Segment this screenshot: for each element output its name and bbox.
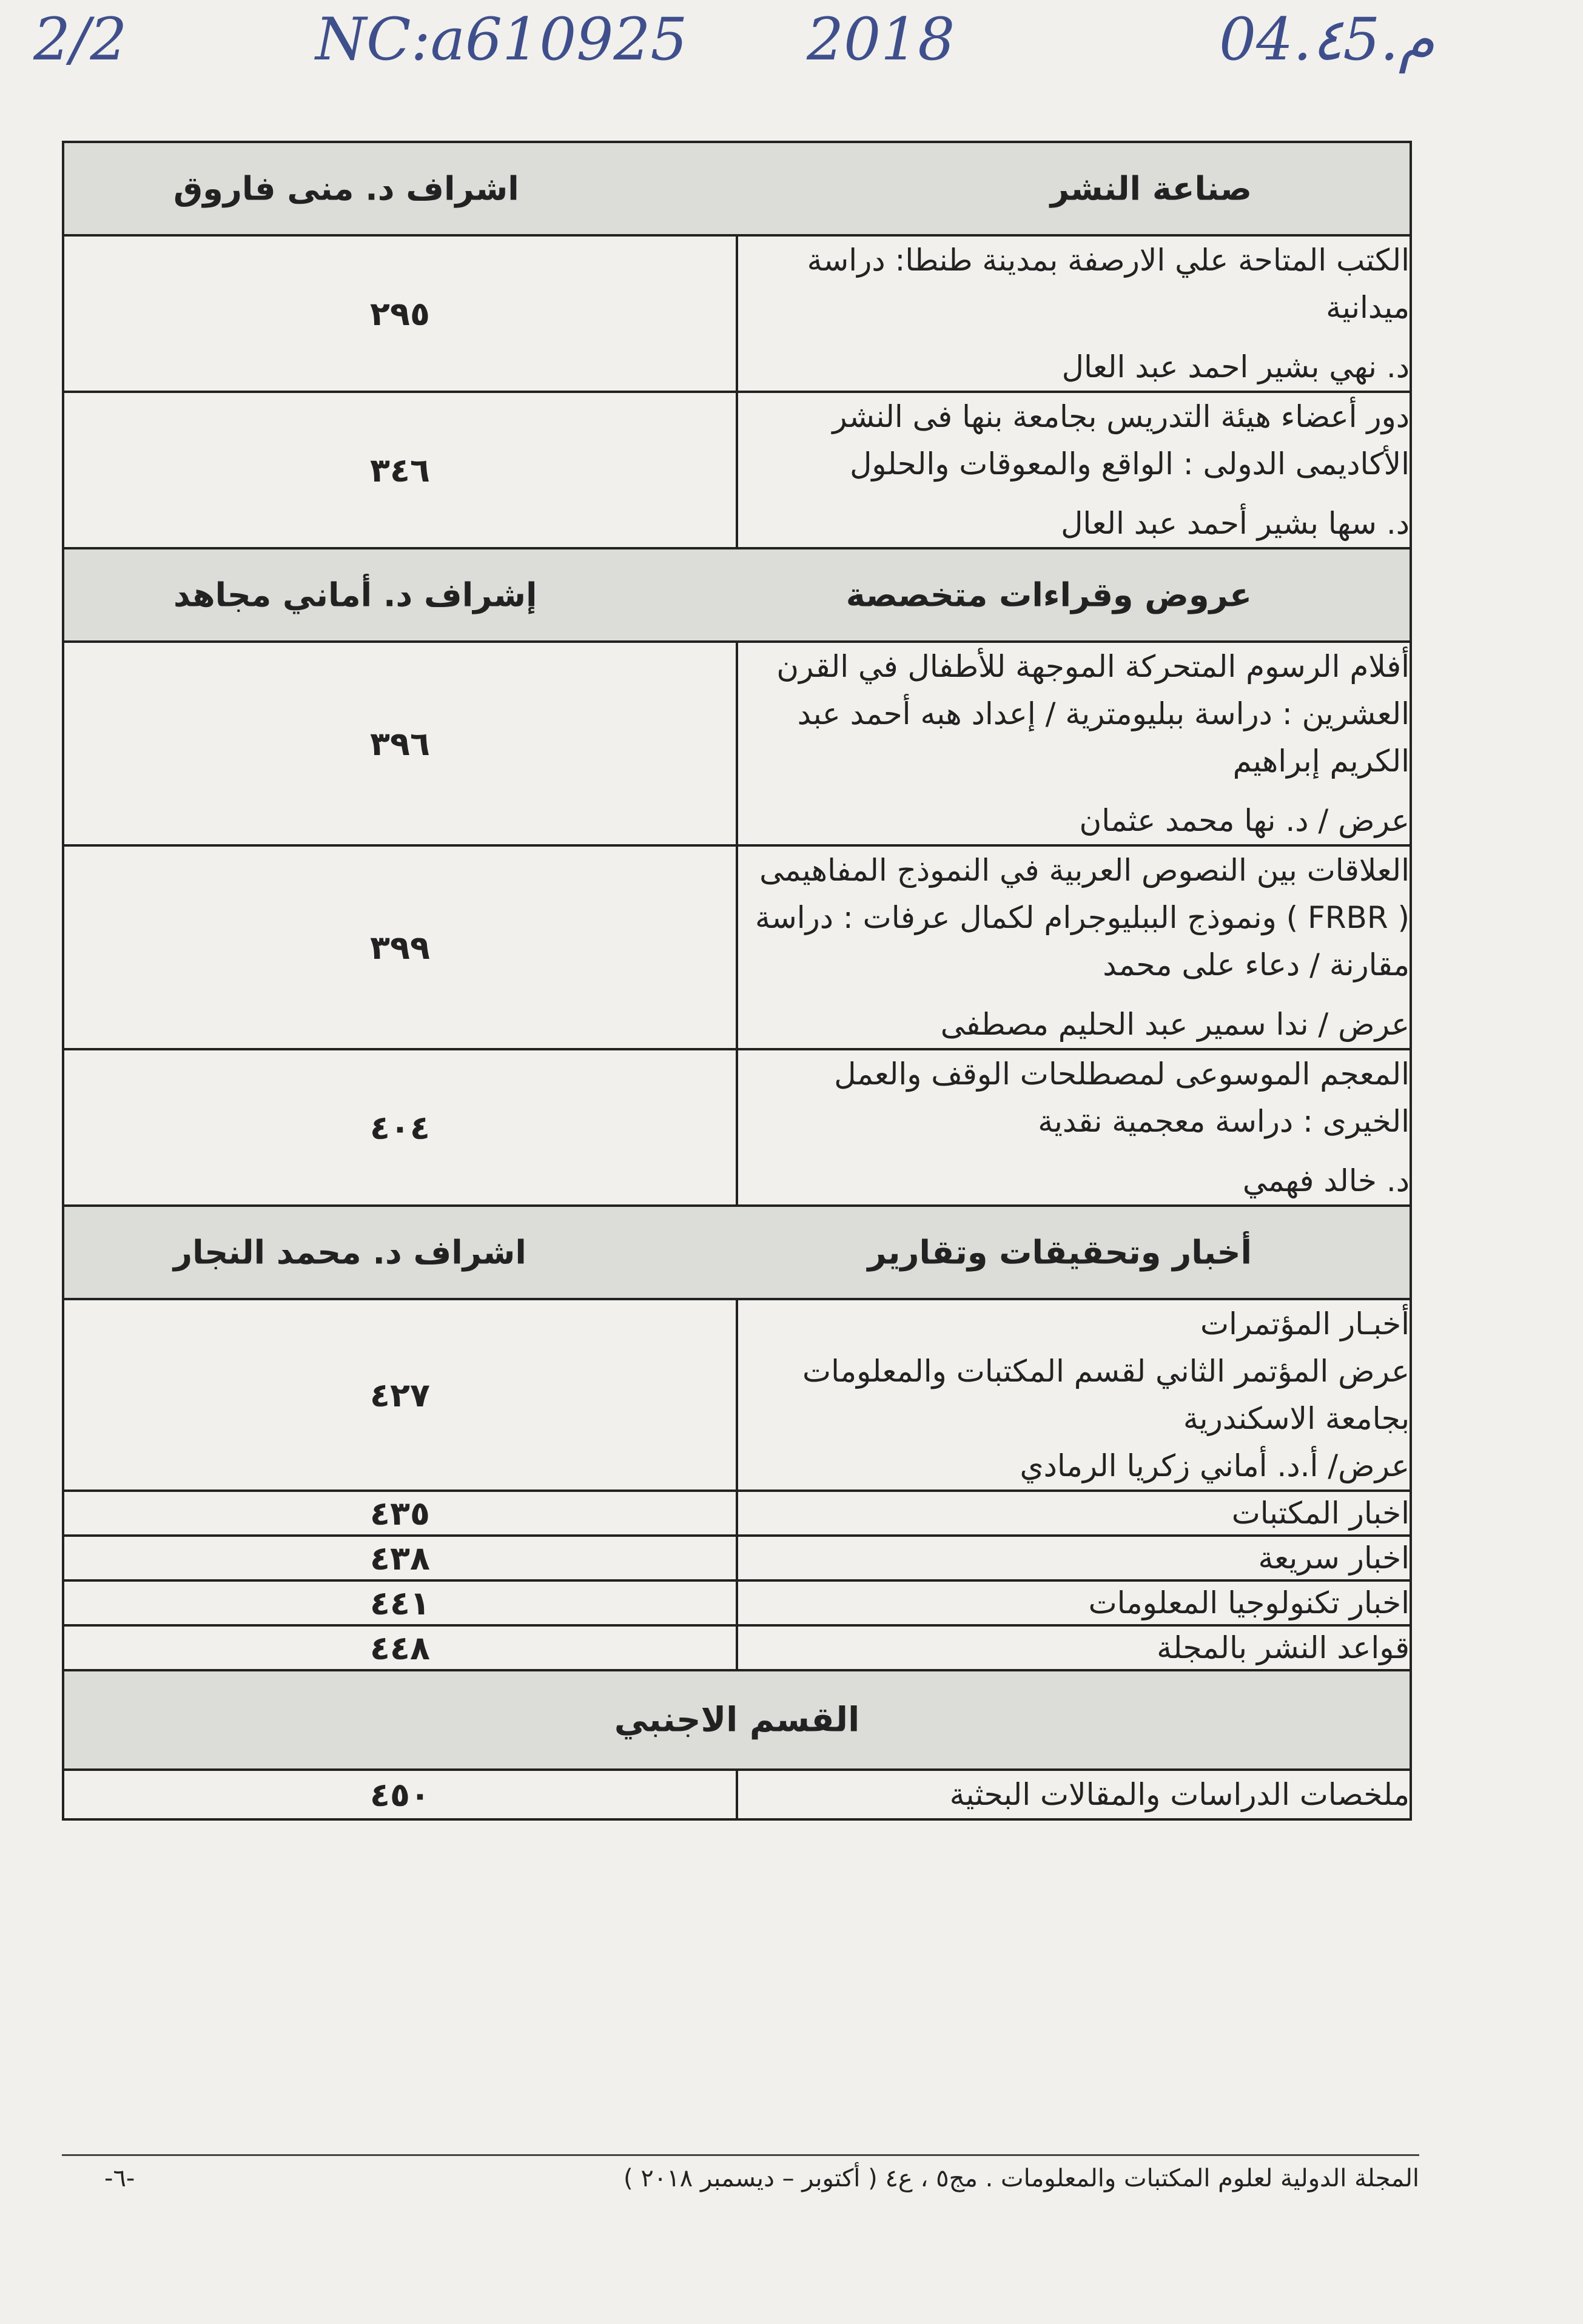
entry-title: المعجم الموسوعى لمصطلحات الوقف والعمل الخيرى : دراسة معجمية نقدية xyxy=(834,1056,1410,1139)
handwritten-year: 2018 xyxy=(807,5,955,73)
table-row xyxy=(63,1625,1411,1670)
section-header-publishing xyxy=(63,142,1411,235)
handwritten-page-marker: 2/2 xyxy=(33,5,127,73)
handwritten-shelf-code: 04.٤5.م xyxy=(1219,5,1435,73)
table-row xyxy=(63,392,1411,548)
section-header-reviews xyxy=(63,548,1411,642)
entry-author: د. خالد فهمي xyxy=(1242,1163,1410,1198)
entry-title-cell xyxy=(737,1049,1411,1206)
table-row xyxy=(63,1491,1411,1536)
entry-title: اخبار تكنولوجيا المعلومات xyxy=(737,1580,1411,1625)
entry-title: قواعد النشر بالمجلة xyxy=(737,1625,1411,1670)
handwritten-nc-number: NC:a610925 xyxy=(315,5,688,73)
entry-page: ٢٩٥ xyxy=(63,235,737,392)
table-row xyxy=(63,1770,1411,1819)
entry-page: ٤٠٤ xyxy=(63,1049,737,1206)
table-of-contents xyxy=(62,141,1412,1821)
section-header-row xyxy=(63,548,1411,642)
entry-page: ٣٩٦ xyxy=(63,642,737,845)
entry-title: أفلام الرسوم المتحركة الموجهة للأطفال في القرن العشرين : دراسة ببليومترية / إعداد هبه أحمد عبد الكريم إبراهيم xyxy=(776,649,1410,779)
section-title: القسم الاجنبي xyxy=(614,1700,860,1740)
section-title: عروض وقراءات متخصصة xyxy=(845,576,1252,614)
entry-title-cell xyxy=(737,642,1411,845)
entry-title: العلاقات بين النصوص العربية في النموذج المفاهيمى ( FRBR ) ونموذج الببليوجرام لكمال عرفات : دراسة مقارنة / دعاء على محمد xyxy=(755,853,1410,982)
entry-page: ٤٣٨ xyxy=(63,1536,737,1580)
section-title: أخبار وتحقيقات وتقارير xyxy=(867,1233,1252,1272)
entry-title-cell xyxy=(737,845,1411,1049)
section-title: صناعة النشر xyxy=(1050,169,1252,208)
section-header-row xyxy=(63,142,1411,235)
entry-title: اخبار سريعة xyxy=(737,1536,1411,1580)
entry-title: دور أعضاء هيئة التدريس بجامعة بنها فى النشر الأكاديمى الدولى : الواقع والمعوقات والحلول xyxy=(832,399,1410,482)
entry-page: ٤٤١ xyxy=(63,1580,737,1625)
entry-author: عرض / د. نها محمد عثمان xyxy=(1079,803,1410,838)
table-row xyxy=(63,642,1411,845)
entry-author: عرض / ندا سمير عبد الحليم مصطفى xyxy=(940,1007,1410,1042)
page-footer xyxy=(62,2154,1419,2192)
entry-page: ٤٣٥ xyxy=(63,1491,737,1536)
entry-page: ٣٩٩ xyxy=(63,845,737,1049)
entry-author: عرض/ أ.د. أماني زكريا الرمادي xyxy=(1020,1448,1410,1483)
section-header-row xyxy=(63,1670,1411,1770)
table-row xyxy=(63,1580,1411,1625)
footer-journal-citation: المجلة الدولية لعلوم المكتبات والمعلومات . مج٥ ، ع٤ ( أكتوبر – ديسمبر ٢٠١٨ ) xyxy=(623,2164,1419,2192)
table-row xyxy=(63,235,1411,392)
entry-page: ٤٥٠ xyxy=(63,1770,737,1819)
entry-page: ٣٤٦ xyxy=(63,392,737,548)
entry-page: ٤٤٨ xyxy=(63,1625,737,1670)
entry-title: ملخصات الدراسات والمقالات البحثية xyxy=(737,1770,1411,1819)
section-supervisor: اشراف د. محمد النجار xyxy=(173,1233,526,1272)
section-header-foreign xyxy=(63,1670,1411,1770)
entry-line: أخبـار المؤتمرات xyxy=(1200,1306,1410,1342)
table-row xyxy=(63,1299,1411,1491)
table-row xyxy=(63,1049,1411,1206)
section-header-row xyxy=(63,1206,1411,1299)
entry-author: د. نهي بشير احمد عبد العال xyxy=(1061,349,1410,385)
footer-page-number: -٦- xyxy=(104,2164,135,2192)
entry-title-cell xyxy=(737,392,1411,548)
entry-title: اخبار المكتبات xyxy=(737,1491,1411,1536)
section-header-news xyxy=(63,1206,1411,1299)
section-supervisor: إشراف د. أماني مجاهد xyxy=(173,576,537,614)
table-row xyxy=(63,1536,1411,1580)
entry-title: الكتب المتاحة علي الارصفة بمدينة طنطا: دراسة ميدانية xyxy=(807,243,1410,325)
entry-author: د. سها بشير أحمد عبد العال xyxy=(1061,506,1410,541)
entry-title-cell xyxy=(737,235,1411,392)
entry-page: ٤٢٧ xyxy=(63,1299,737,1491)
section-supervisor: اشراف د. منى فاروق xyxy=(173,169,519,208)
table-row xyxy=(63,845,1411,1049)
entry-title-cell xyxy=(737,1299,1411,1491)
entry-line: عرض المؤتمر الثاني لقسم المكتبات والمعلومات بجامعة الاسكندرية xyxy=(802,1354,1410,1436)
